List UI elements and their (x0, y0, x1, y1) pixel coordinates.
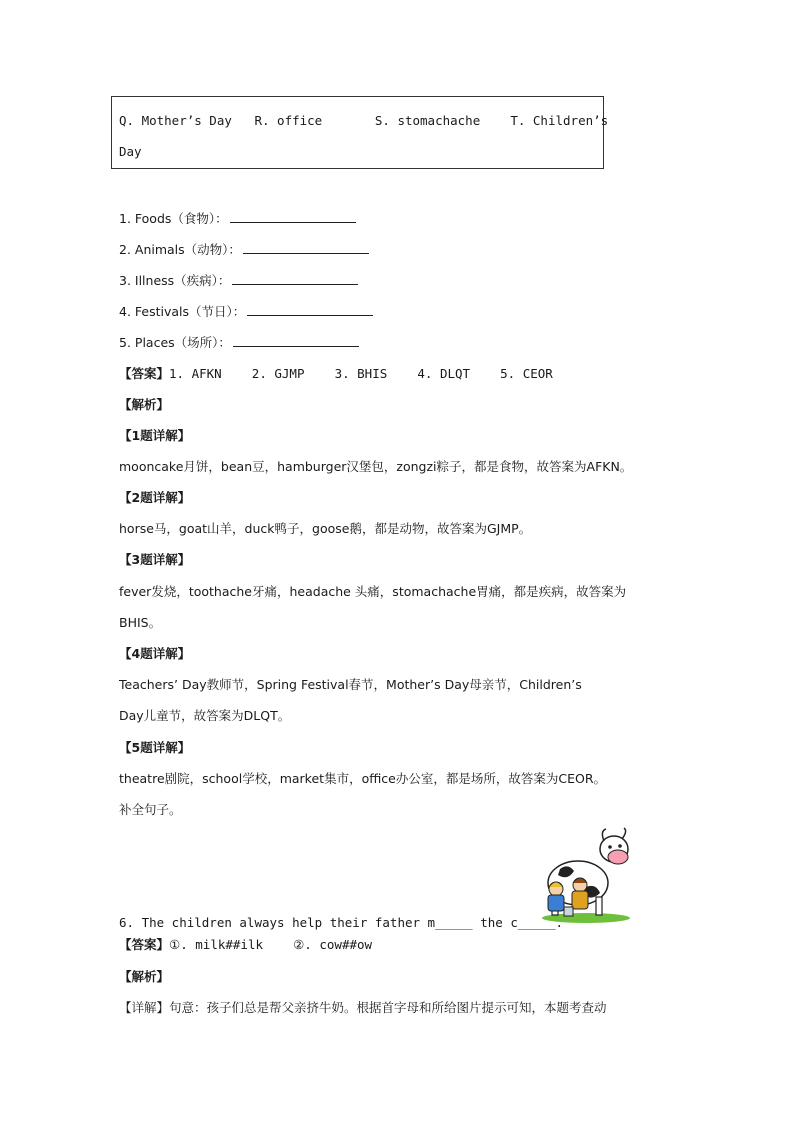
question-5 (119, 334, 359, 351)
question-2 (119, 241, 369, 258)
answer-text: ①. milk##ilk ②. cow##ow (169, 937, 373, 952)
question-label: 4. Festivals（节日）： (119, 304, 246, 319)
question-4 (119, 303, 373, 320)
cow-illustration (538, 827, 634, 925)
detail-3-line-2: BHIS。 (119, 615, 162, 630)
detail-5-tag: 【5题详解】 (119, 740, 191, 755)
question-label: 5. Places（场所）： (119, 335, 231, 350)
milk-bucket (564, 907, 573, 916)
options-box (111, 96, 604, 169)
answer-blank[interactable] (243, 241, 369, 254)
answer-blank[interactable] (232, 272, 358, 285)
options-line-2: Day (119, 144, 142, 159)
answer-tag: 【答案】 (119, 366, 170, 381)
question-label: 2. Animals（动物）： (119, 242, 241, 257)
answer-blank[interactable] (247, 303, 373, 316)
cow-nose (608, 850, 628, 864)
answer-line (119, 366, 553, 382)
question-3 (119, 272, 358, 289)
question-6: 6. The children always help their father m_____ the c_____. (119, 915, 564, 930)
detail-2-tag: 【2题详解】 (119, 490, 191, 505)
q6-analysis-tag: 【解析】 (119, 969, 170, 984)
options-line-1: Q. Mother’s Day R. office S. stomachache T. Children’s (119, 113, 609, 128)
answer-blank[interactable] (233, 334, 359, 347)
detail-2-line-1: horse马，goat山羊，duck鸭子，goose鹅，都是动物，故答案为GJMP。 (119, 521, 532, 536)
question-1 (119, 210, 356, 227)
section-title: 补全句子。 (119, 802, 182, 817)
q6-detail: 【详解】句意：孩子们总是帮父亲挤牛奶。根据首字母和所给图片提示可知，本题考查动 (119, 1000, 607, 1015)
detail-4-line-1: Teachers’ Day教师节，Spring Festival春节，Mother’s Day母亲节，Children’s (119, 677, 582, 692)
child-shirt (572, 891, 588, 909)
q6-answer-line (119, 937, 372, 953)
detail-3-line-1: fever发烧，toothache牙痛，headache 头痛，stomachache胃痛，都是疾病，故答案为 (119, 584, 627, 599)
detail-1-line-1: mooncake月饼，bean豆，hamburger汉堡包，zongzi粽子，都是食物，故答案为AFKN。 (119, 459, 633, 474)
detail-1-tag: 【1题详解】 (119, 428, 191, 443)
detail-5-line-1: theatre剧院，school学校，market集市，office办公室，都是场所，故答案为CEOR。 (119, 771, 607, 786)
detail-3-tag: 【3题详解】 (119, 552, 191, 567)
child-shirt (548, 895, 564, 911)
answer-text: 1. AFKN 2. GJMP 3. BHIS 4. DLQT 5. CEOR (169, 366, 553, 381)
answer-blank[interactable] (230, 210, 356, 223)
detail-4-line-2: Day儿童节，故答案为DLQT。 (119, 708, 291, 723)
answer-tag: 【答案】 (119, 937, 170, 952)
question-label: 1. Foods（食物）： (119, 211, 228, 226)
analysis-tag: 【解析】 (119, 397, 170, 412)
question-label: 3. Illness（疾病）： (119, 273, 231, 288)
detail-4-tag: 【4题详解】 (119, 646, 191, 661)
